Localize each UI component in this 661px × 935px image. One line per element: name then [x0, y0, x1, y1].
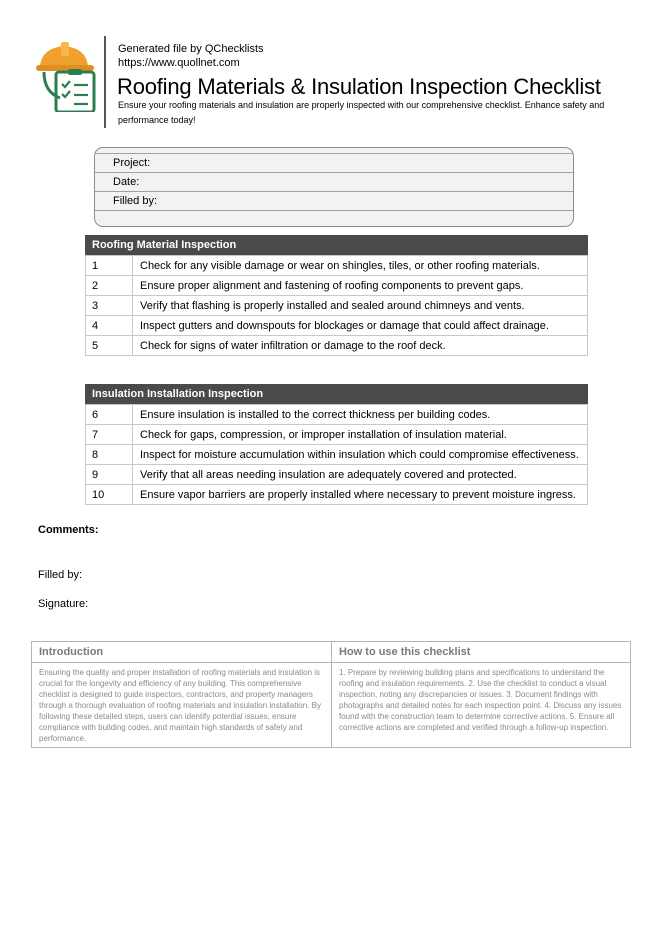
item-text: Check for any visible damage or wear on shingles, tiles, or other roofing materials. [133, 256, 588, 276]
hardhat-checklist-logo-icon [34, 40, 100, 112]
table-row[interactable] [86, 445, 588, 465]
introduction-text: Ensuring the quality and proper installation of roofing materials and insulation is crucial for the longevity and efficiency of any building. This comprehensive checklist is designed to guide inspectors, contractors, and property managers through a thorough evaluation of roofing materials and insulation installation. By following these detailed steps, users can identify potential issues, ensure compliance with building codes, and maintain high standards of safety and performance. [39, 668, 321, 743]
table-row[interactable] [86, 425, 588, 445]
table-row[interactable] [86, 316, 588, 336]
section-header: Roofing Material Inspection [85, 235, 588, 255]
item-text: Inspect for moisture accumulation within insulation which could compromise effectiveness. [133, 445, 588, 465]
table-row[interactable] [86, 256, 588, 276]
roofing-material-section [85, 235, 588, 356]
item-number: 2 [86, 276, 133, 296]
item-text: Ensure vapor barriers are properly installed where necessary to prevent moisture ingress. [133, 485, 588, 505]
signature-label: Signature: [38, 598, 89, 610]
item-text: Verify that all areas needing insulation are adequately covered and protected. [133, 465, 588, 485]
item-number: 4 [86, 316, 133, 336]
date-field[interactable]: Date: [95, 173, 573, 192]
item-number: 5 [86, 336, 133, 356]
table-row[interactable] [86, 465, 588, 485]
filled-by-field[interactable]: Filled by: [95, 192, 573, 211]
introduction-title: Introduction [32, 642, 331, 663]
checklist-table [85, 255, 588, 356]
item-text: Check for signs of water infiltration or damage to the roof deck. [133, 336, 588, 356]
introduction-column [32, 642, 331, 747]
item-number: 6 [86, 405, 133, 425]
website-link[interactable]: https://www.quollnet.com [118, 57, 240, 69]
item-text: Inspect gutters and downspouts for blockages or damage that could affect drainage. [133, 316, 588, 336]
item-text: Verify that flashing is properly installed and sealed around chimneys and vents. [133, 296, 588, 316]
item-number: 9 [86, 465, 133, 485]
page-subtitle: Ensure your roofing materials and insulation are properly inspected with our comprehensive checklist. Enhance safety and performance today! [118, 100, 605, 125]
item-number: 3 [86, 296, 133, 316]
item-number: 8 [86, 445, 133, 465]
generated-by-text: Generated file by QChecklists [118, 43, 264, 55]
item-number: 7 [86, 425, 133, 445]
filled-by-label: Filled by: [38, 569, 83, 581]
project-field[interactable]: Project: [95, 153, 573, 173]
item-number: 10 [86, 485, 133, 505]
how-to-use-column [331, 642, 630, 747]
document-header [30, 36, 630, 131]
page-title: Roofing Materials & Insulation Inspection Checklist [117, 74, 601, 99]
table-row[interactable] [86, 336, 588, 356]
item-text: Ensure proper alignment and fastening of roofing components to prevent gaps. [133, 276, 588, 296]
comments-label: Comments: [38, 524, 99, 536]
table-row[interactable] [86, 296, 588, 316]
insulation-installation-section [85, 384, 588, 505]
item-text: Check for gaps, compression, or improper installation of insulation material. [133, 425, 588, 445]
table-row[interactable] [86, 276, 588, 296]
item-text: Ensure insulation is installed to the correct thickness per building codes. [133, 405, 588, 425]
item-number: 1 [86, 256, 133, 276]
section-header: Insulation Installation Inspection [85, 384, 588, 404]
table-row[interactable] [86, 405, 588, 425]
info-panel [31, 641, 631, 748]
checklist-table [85, 404, 588, 505]
how-to-use-title: How to use this checklist [332, 642, 630, 663]
project-info-box [94, 147, 574, 227]
header-divider [104, 36, 106, 128]
table-row[interactable] [86, 485, 588, 505]
how-to-use-text: 1. Prepare by reviewing building plans and specifications to understand the roofing and insulation requirements. 2. Use the checklist to conduct a visual inspection, noting any discrepancies or issues. 3. Document findings with photographs and detailed notes for each inspection point. 4. Discuss any issues found with the construction team to determine corrective actions. 5. Ensure all corrective actions are completed and verified through a follow-up inspection. [339, 668, 622, 732]
